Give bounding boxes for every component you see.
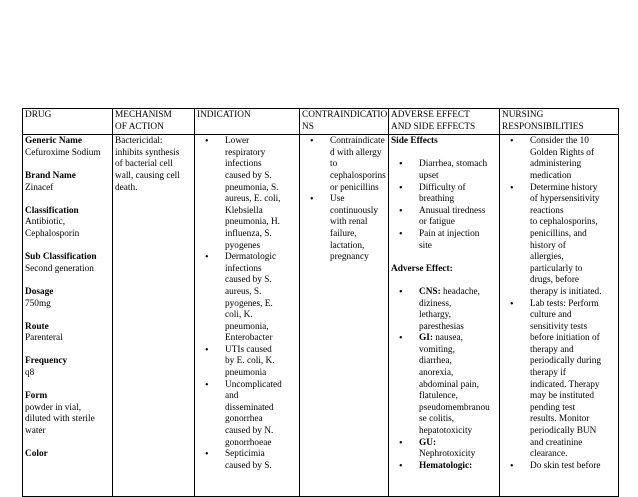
form-value: powder in vial, diluted with sterile water [25,402,95,437]
adverse-label: GI: [419,333,433,344]
classification-label: Classification [25,205,79,216]
indication-item: • Lower respiratory infections caused by S. pneumonia, S. aureus, E. coli, Klebsiella pneumonia, H. influenza, S. pyogenes [225,136,297,252]
drug-study-table [22,108,619,497]
side-effect-item: • Anusual tiredness or fatigue [419,206,497,229]
nursing-item: • Do skin test before [530,461,616,473]
side-effect-item: • Pain at injection site [419,229,497,252]
generic-name-label: Generic Name [25,136,83,147]
contraindication-item: • Use continuously with renal failure, lactation, pregnancy [330,194,386,264]
nursing-item: • Lab tests: Perform culture and sensitivity tests before initiation of therapy and periodically during therapy if indicated. Therapy may be instituted pending test results. Monitor periodically BUN and creatinine clearance. [530,299,616,461]
content-row [23,135,619,497]
form-label: Form [25,391,48,402]
adverse-label: CNS: [419,286,441,297]
adverse-item-hematologic [419,461,497,473]
route-label: Route [25,321,49,332]
adverse-item-gu [419,438,497,461]
generic-name-value: Cefuroxime Sodium [25,147,101,158]
mechanism-text: Bactericidal: inhibits synthesis of bacterial cell wall, causing cell death. [115,136,180,193]
route-value: Parenteral [25,333,63,344]
frequency-value: q8 [25,368,35,379]
side-effect-item: • Difficulty of breathing [419,183,497,206]
header-nursing: NURSING RESPONSIBILITIES [500,109,619,135]
side-effect-item: • Diarrhea, stomach upset [419,159,497,182]
adverse-effects-list [391,287,497,473]
subclassification-value: Second generation [25,263,94,274]
contraindications-cell [300,135,389,497]
frequency-label: Frequency [25,356,68,367]
adverse-text: Nephrotoxicity [419,449,476,460]
mechanism-cell [113,135,195,497]
dosage-label: Dosage [25,286,54,297]
header-mechanism: MECHANISM OF ACTION [113,109,195,135]
indication-item: • Septicimia caused by S. [225,449,297,472]
indication-cell [195,135,300,497]
adverse-label: GU: [419,437,437,448]
color-label: Color [25,449,48,460]
header-contraindications: CONTRAINDICATIO NS [300,109,389,135]
adverse-text: nausea, vomiting, diarrhea, anorexia, abdominal pain, flatulence, pseudomembranou se colitis, hepatotoxicity [419,333,490,437]
contraindications-list [302,136,386,264]
subclassification-label: Sub Classification [25,252,97,263]
indication-list [197,136,297,472]
indication-item: • Dermatologic infections caused by S. aureus, S. pyogenes, E. coli, K. pneumonia, Enterobacter [225,252,297,345]
indication-item: • UTIs caused by E. coli, K. pneumonia [225,345,297,380]
side-effects-title: Side Effects [391,136,438,147]
nursing-item: • Consider the 10 Golden Rights of administering medication [530,136,616,182]
adverse-item-gi [419,333,497,437]
drug-cell [23,135,113,497]
brand-name-label: Brand Name [25,170,76,181]
nursing-list [502,136,616,472]
side-effects-list [391,159,497,252]
header-drug: DRUG [23,109,113,135]
adverse-text: headache, diziness, lethargy, paresthesias [419,286,480,332]
adverse-item-cns [419,287,497,333]
header-indication: INDICATION [195,109,300,135]
header-adverse-effects: ADVERSE EFFECT AND SIDE EFFECTS [389,109,500,135]
classification-value: Antibiotic, Cephalosporin [25,217,80,239]
nursing-item: • Determine history of hypersensitivity reactions to cephalosporins, penicillins, and history of allergies, particularly to drugs, before therapy is initiated. [530,183,616,299]
brand-name-value: Zinacef [25,182,54,193]
adverse-effects-cell [389,135,500,497]
dosage-value: 750mg [25,298,51,309]
adverse-label: Hematologic: [419,460,473,471]
adverse-effect-title: Adverse Effect: [391,263,453,274]
nursing-cell [500,135,619,497]
contraindication-item: • Contraindicate d with allergy to cephalosporins or penicillins [330,136,386,194]
indication-item: • Uncomplicated and disseminated gonorrhea caused by N. gonorrhoeae [225,380,297,450]
header-row [23,109,619,135]
